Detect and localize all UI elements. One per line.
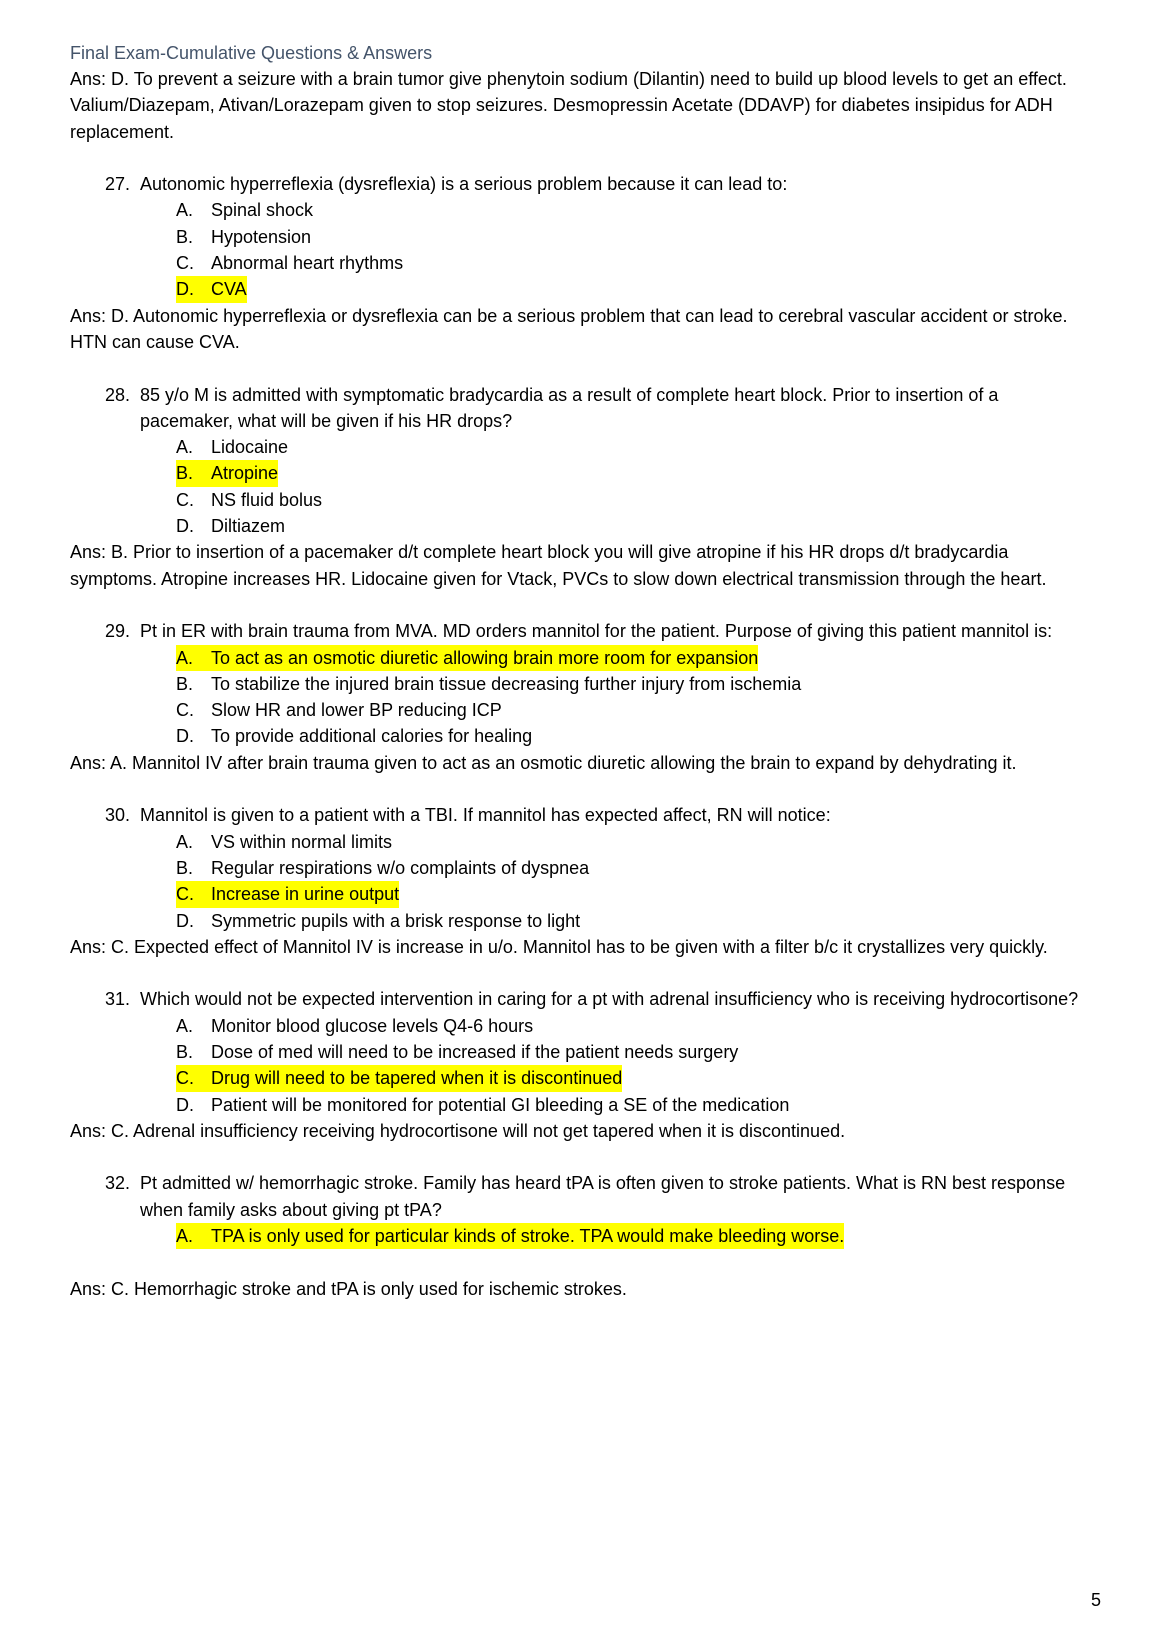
answer-text: Ans: C. Expected effect of Mannitol IV is increase in u/o. Mannitol has to be given with a filter b/c it crystallizes very quickly.: [70, 936, 1048, 957]
question-number: 31.: [104, 989, 130, 1010]
question: [70, 1170, 1094, 1223]
option: B. Hypotension: [176, 226, 312, 247]
question-number: 27.: [104, 174, 130, 195]
page-number: 5: [1090, 1590, 1101, 1610]
question: [70, 802, 1094, 828]
option: B. Regular respirations w/o complaints of dyspnea: [176, 857, 590, 878]
option: C. Abnormal heart rhythms: [176, 253, 404, 274]
answer-text: Ans: D. To prevent a seizure with a brain tumor give phenytoin sodium (Dilantin) need to build up blood levels to get an effect. Valium/Diazepam, Ativan/Lorazepam given to stop seizures. Desmopressin Acetate (DDAVP) for diabetes insipidus for ADH replacement.: [70, 69, 1067, 142]
document-page: [70, 40, 1094, 1302]
option: D. Patient will be monitored for potential GI bleeding a SE of the medication: [176, 1094, 790, 1115]
option: C. Slow HR and lower BP reducing ICP: [176, 700, 502, 721]
answer-text: Ans: C. Hemorrhagic stroke and tPA is only used for ischemic strokes.: [70, 1278, 627, 1299]
option: D. To provide additional calories for healing: [176, 726, 533, 747]
question-text: Pt admitted w/ hemorrhagic stroke. Family has heard tPA is often given to stroke patients. What is RN best response when family asks about giving pt tPA?: [140, 1173, 1066, 1220]
option: C. NS fluid bolus: [176, 489, 323, 510]
option-correct: C. Drug will need to be tapered when it is discontinued: [70, 1065, 1094, 1091]
option-correct: A. To act as an osmotic diuretic allowing brain more room for expansion: [70, 645, 1094, 671]
page-header: Final Exam-Cumulative Questions & Answers: [70, 43, 433, 63]
answer-text: Ans: C. Adrenal insufficiency receiving hydrocortisone will not get tapered when it is discontinued.: [70, 1120, 846, 1141]
question-number: 29.: [104, 621, 130, 642]
option: D. Diltiazem: [176, 516, 286, 537]
question: [70, 382, 1094, 435]
option-correct: C. Increase in urine output: [70, 881, 1094, 907]
option-correct: B. Atropine: [70, 460, 1094, 486]
answer-text: Ans: D. Autonomic hyperreflexia or dysreflexia can be a serious problem that can lead to cerebral vascular accident or stroke. HTN can cause CVA.: [70, 305, 1068, 352]
option: B. To stabilize the injured brain tissue decreasing further injury from ischemia: [176, 673, 802, 694]
question-text: Pt in ER with brain trauma from MVA. MD orders mannitol for the patient. Purpose of giving this patient mannitol is:: [140, 621, 1053, 642]
option: A. Lidocaine: [176, 437, 289, 458]
option-correct: D. CVA: [70, 276, 1094, 302]
question: [70, 986, 1094, 1012]
option: D. Symmetric pupils with a brisk response to light: [176, 910, 581, 931]
answer-text: Ans: A. Mannitol IV after brain trauma given to act as an osmotic diuretic allowing the brain to expand by dehydrating it.: [70, 752, 1017, 773]
answer-text: Ans: B. Prior to insertion of a pacemaker d/t complete heart block you will give atropine if his HR drops d/t bradycardia symptoms. Atropine increases HR. Lidocaine given for Vtack, PVCs to slow down electrical transmission through the heart.: [70, 542, 1047, 589]
question: [70, 618, 1094, 644]
option-correct: A. TPA is only used for particular kinds of stroke. TPA would make bleeding worse.: [70, 1223, 1094, 1249]
question-text: Autonomic hyperreflexia (dysreflexia) is a serious problem because it can lead to:: [140, 174, 788, 195]
question-number: 30.: [104, 805, 130, 826]
option: B. Dose of med will need to be increased if the patient needs surgery: [176, 1041, 739, 1062]
question-text: Which would not be expected intervention in caring for a pt with adrenal insufficiency who is receiving hydrocortisone?: [140, 989, 1079, 1010]
option: A. Spinal shock: [176, 200, 314, 221]
question-text: 85 y/o M is admitted with symptomatic bradycardia as a result of complete heart block. Prior to insertion of a pacemaker, what will be given if his HR drops?: [140, 384, 999, 431]
option: A. Monitor blood glucose levels Q4-6 hours: [176, 1015, 534, 1036]
question: [70, 171, 1094, 197]
question-number: 28.: [104, 384, 130, 405]
question-number: 32.: [104, 1173, 130, 1194]
question-text: Mannitol is given to a patient with a TBI. If mannitol has expected affect, RN will notice:: [140, 805, 831, 826]
option: A. VS within normal limits: [176, 831, 393, 852]
